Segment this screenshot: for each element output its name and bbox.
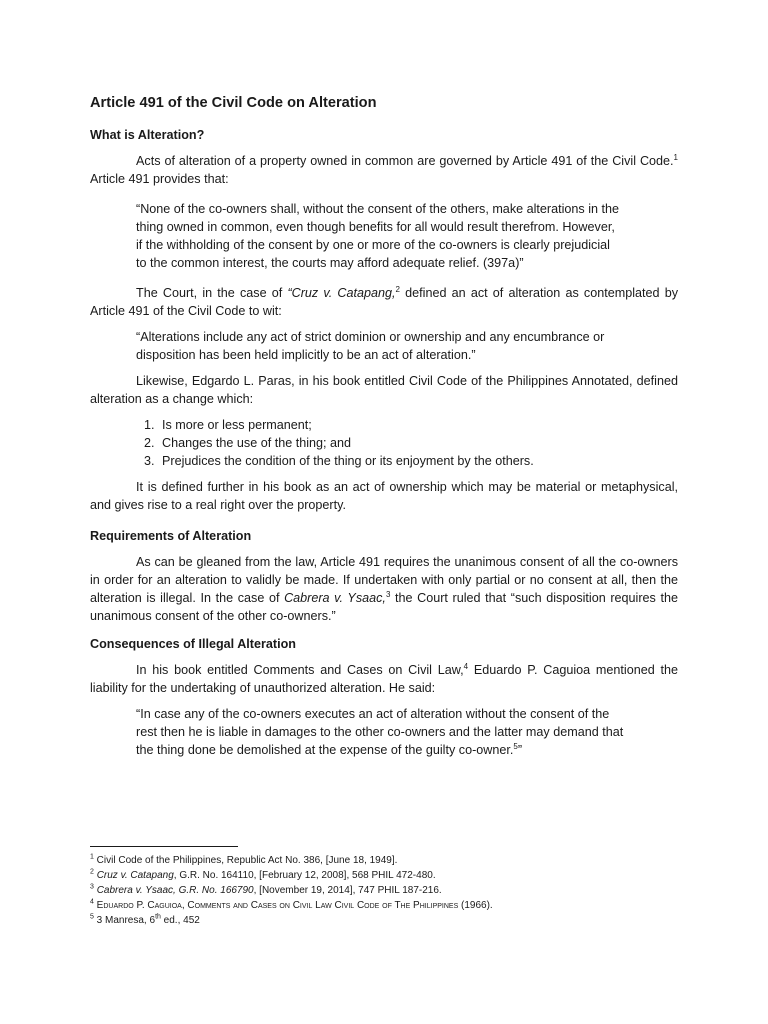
footnote-divider [90, 846, 238, 847]
alteration-characteristics-list [90, 416, 678, 470]
quote-line: disposition has been held implicitly to be an act of alteration.” [136, 348, 476, 362]
list-item: 3. Prejudices the condition of the thing or its enjoyment by the others. [158, 452, 678, 470]
paragraph-paras: Likewise, Edgardo L. Paras, in his book entitled Civil Code of the Philippines Annotated, defined alteration as a change which: [90, 374, 678, 406]
paragraph-intro-text: Acts of alteration of a property owned in common are governed by Article 491 of the Civil Code. [136, 154, 674, 168]
footnote-4 [90, 898, 690, 913]
case-name-cabrera: Cabrera v. Ysaac, [284, 591, 386, 605]
paragraph-ownership: It is defined further in his book as an act of ownership which may be material or metaphysical, and gives rise to a real right over the property. [90, 480, 678, 512]
quote-close-mark: ” [517, 743, 523, 757]
quote-line: rest then he is liable in damages to the other co-owners and the latter may demand that [136, 725, 624, 739]
footnote-number: 2 [90, 868, 94, 876]
quote-line [136, 741, 630, 759]
paragraph-caguioa [90, 661, 678, 697]
list-item: 2. Changes the use of the thing; and [158, 434, 678, 452]
footnote-ref-2[interactable]: 2 [395, 284, 400, 294]
quote-alterations [136, 328, 630, 364]
footnote-number: 4 [90, 898, 94, 906]
footnote-3 [90, 883, 690, 898]
ordinal-suffix: th [155, 913, 161, 921]
list-item: 1. Is more or less permanent; [158, 416, 678, 434]
footnotes [90, 846, 690, 928]
footnote-ref-1[interactable]: 1 [673, 152, 678, 162]
footnote-number: 3 [90, 883, 94, 891]
quote-line-text: the thing done be demolished at the expense of the guilty co-owner. [136, 743, 514, 757]
paragraph-cruz [90, 284, 678, 320]
footnote-ref-5[interactable]: 5 [513, 741, 518, 751]
footnote-1 [90, 853, 690, 868]
footnote-case: Cruz v. Catapang [96, 870, 174, 881]
paragraph-cruz-before: The Court, in the case of [136, 286, 288, 300]
paragraph-intro [90, 152, 678, 188]
paragraph-caguioa-before: In his book entitled Comments and Cases on Civil Law, [136, 663, 464, 677]
footnote-ref-4[interactable]: 4 [463, 661, 469, 671]
paragraph-requirements-before: As can be gleaned from the law, Article 491 requires the unanimous consent of all the co-owners in order for an alteration to validly be made. If undertaken with only partial or no consent at all, then the alteration is illegal. In the case of [90, 555, 678, 605]
footnote-5 [90, 913, 690, 928]
paragraph-intro-text-2: Article 491 provides that: [90, 172, 229, 186]
footnote-text: (1966). [458, 900, 493, 911]
quote-line: to the common interest, the courts may afford adequate relief. (397a)” [136, 256, 524, 270]
main-content [90, 93, 678, 767]
heading-requirements: Requirements of Alteration [90, 529, 252, 543]
footnote-text: Eduardo P. Caguioa, Comments and Cases on Civil Law Civil Code of The Philippines [93, 900, 459, 911]
case-name-cruz: “Cruz v. Catapang, [287, 286, 396, 300]
footnote-text: 3 Manresa, 6 [93, 915, 156, 926]
quote-article-491 [136, 200, 630, 272]
footnote-ref-3[interactable]: 3 [385, 589, 391, 599]
footnote-text: , [November 19, 2014], 747 PHIL 187-216. [253, 885, 442, 896]
quote-line: “None of the co-owners shall, without the consent of the others, make alterations in the [136, 202, 620, 216]
footnote-case: Cabrera v. Ysaac, G.R. No. 166790 [96, 885, 254, 896]
footnote-text: ed., 452 [160, 915, 200, 926]
footnote-text: Civil Code of the Philippines, Republic Act No. 386, [June 18, 1949]. [93, 855, 398, 866]
quote-line: “In case any of the co-owners executes an act of alteration without the consent of the [136, 707, 610, 721]
footnote-text: , G.R. No. 164110, [February 12, 2008], 568 PHIL 472-480. [173, 870, 436, 881]
paragraph-requirements [90, 553, 678, 625]
footnote-number: 1 [90, 853, 94, 861]
paragraph-requirements-after: the Court ruled that “such disposition requires the unanimous consent of the other co-owners.” [90, 591, 678, 623]
quote-caguioa [136, 705, 630, 759]
footnote-2 [90, 868, 690, 883]
paragraph-cruz-after: defined an act of alteration as contemplated by Article 491 of the Civil Code to wit: [90, 286, 679, 318]
footnote-number: 5 [90, 913, 94, 921]
heading-consequences: Consequences of Illegal Alteration [90, 637, 296, 651]
paragraph-caguioa-after: Eduardo P. Caguioa mentioned the liability for the undertaking of unauthorized alteration. He said: [90, 663, 678, 695]
quote-line: thing owned in common, even though benefits for all would result therefrom. However, [136, 220, 615, 234]
quote-line: if the withholding of the consent by one or more of the co-owners is clearly prejudicial [136, 238, 610, 252]
heading-what-is-alteration: What is Alteration? [90, 128, 205, 142]
document-title: Article 491 of the Civil Code on Alteration [90, 95, 377, 111]
quote-line: “Alterations include any act of strict dominion or ownership and any encumbrance or [136, 330, 605, 344]
